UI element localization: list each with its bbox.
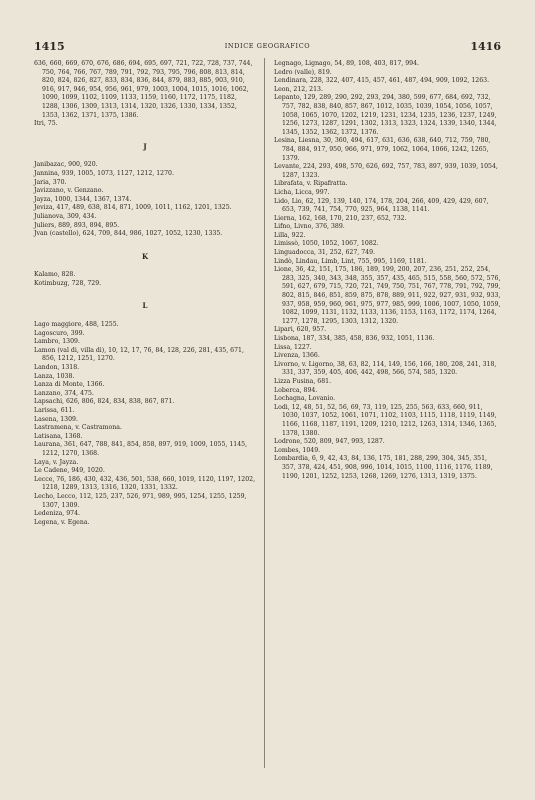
index-entry: Javizzano, v. Genzano. xyxy=(34,187,104,195)
index-entry: Legnago, Lignago, 54, 89, 108, 403, 817, 994. xyxy=(274,60,419,67)
index-entry: Lanza, 1038. xyxy=(34,372,75,380)
index-entry: Livorno, v. Ligorno, 38, 63, 82, 114, 149, 156, 166, 180, 208, 241, 318, 331, 337, 359, 405, 406, 442, 498, 566, 574, 585, 1320. xyxy=(274,360,497,377)
right-column xyxy=(274,60,502,481)
index-entry: Legena, v. Egena. xyxy=(34,518,90,526)
index-entry: Lido, Lio, 62, 129, 139, 140, 174, 178, 204, 266, 409, 429, 429, 607, 653, 739, 741, 754, 770, 925, 964, 1138, 1141. xyxy=(274,197,489,214)
index-entry: Lecce, 76, 186, 430, 432, 436, 501, 538, 660, 1019, 1120, 1197, 1202, 1218, 1289, 1313, 1316, 1320, 1331, 1332. xyxy=(34,475,256,492)
index-entry: Lamon (val di, villa di), 10, 12, 17, 76, 84, 128, 226, 281, 435, 671, 856, 1212, 1251, 1270. xyxy=(34,346,244,363)
index-entry: Juliers, 889, 893, 894, 895. xyxy=(34,221,120,229)
index-entry: Licha, Licca, 997. xyxy=(274,188,330,196)
index-entry: Lesina, Liesna, 30, 360, 494, 617, 631, 636, 638, 640, 712, 759, 780, 784, 884, 917, 950, 966, 971, 979, 1062, 1064, 1066, 1242, 1265, 1379. xyxy=(274,137,491,162)
index-entry: Limissò, 1050, 1052, 1067, 1082. xyxy=(274,240,379,248)
index-entry: Laya, v. Jayza. xyxy=(34,458,79,466)
index-entry: Livenza, 1366. xyxy=(274,352,320,360)
index-entry: Julianova, 309, 434. xyxy=(34,212,97,220)
index-entry: Kalamo, 828. xyxy=(34,271,76,279)
index-entry: Lierna, 162, 168, 170, 210, 237, 652, 732. xyxy=(274,214,407,222)
index-entry: Loberca, 894. xyxy=(274,386,318,394)
index-entry: Lapsachi, 626, 806, 824, 834, 838, 867, 871. xyxy=(34,398,175,406)
index-entry: Lodi, 12, 48, 51, 52, 56, 69, 73, 119, 125, 255, 563, 633, 660, 911, 1030, 1037, 1052, 1061, 1071, 1102, 1103, 1115, 1118, 1119, 1149, 1166, 1168, 1187, 1191, 1209, 1210, 1212, 1263, 1314, 1346, 1365, 1378, 1380. xyxy=(274,403,497,437)
index-entry: Ledeniza, 974. xyxy=(34,510,81,518)
index-entry: Lanzano, 374, 475. xyxy=(34,389,94,397)
column-divider xyxy=(264,58,265,768)
index-entry: Lizza Fusina, 681. xyxy=(274,377,332,385)
index-entry: Lecho, Lecco, 112, 125, 237, 526, 971, 989, 995, 1254, 1255, 1259, 1307, 1309. xyxy=(34,492,247,509)
index-entry: Lodrone, 520, 809, 947, 993, 1287. xyxy=(274,438,385,446)
index-entry: Larissa, 611. xyxy=(34,407,75,414)
index-entry: Itri, 75. xyxy=(34,120,58,128)
running-title: INDICE GEOGRAFICO xyxy=(224,42,311,50)
index-entry: Levante, 224, 293, 498, 570, 626, 692, 757, 783, 897, 939, 1039, 1054, 1287, 1323. xyxy=(274,163,498,179)
page-number-right: 1416 xyxy=(470,40,501,53)
index-entry: Librafata, v. Ripafratta. xyxy=(274,180,348,188)
index-entry: Lombes, 1049. xyxy=(274,446,321,454)
index-entry: Lagoscuro, 399. xyxy=(34,329,85,337)
index-entry: Jaria, 370. xyxy=(34,178,67,186)
left-column xyxy=(34,60,256,527)
index-entry: Lepanto, 129, 289, 290, 292, 293, 294, 380, 599, 677, 684, 692, 732, 757, 782, 838, 840, 857, 867, 1012, 1035, 1039, 1054, 1056, 1057, 1058, 1065, 1070, 1202, 1219, 1231, 1234, 1235, 1236, 1237, 1249, 1256, 1273, 1287, 1291, 1302, 1313, 1323, 1324, 1339, 1340, 1344, 1345, 1352, 1362, 1372, 1376. xyxy=(274,94,497,136)
section-letter: L xyxy=(142,301,148,311)
index-entry: Lochagna, Lovanio. xyxy=(274,395,336,403)
index-entry: Lione, 36, 42, 151, 175, 186, 189, 199, 200, 207, 236, 251, 252, 254, 283, 325, 340, 343, 348, 355, 357, 435, 465, 515, 558, 560, 572, 576, 591, 627, 679, 715, 720, 721, 749, 750, 751, 767, 778, 791, 792, 799, 802, 815, 846, 851, 859, 875, 878, 889, 911, 922, 927, 931, 932, 933, 937, 958, 959, 960, 961, 975, 977, 985, 999, 1006, 1007, 1050, 1059, 1082, 1099, 1131, 1132, 1133, 1136, 1153, 1163, 1172, 1174, 1264, 1277, 1278, 1295, 1303, 1312, 1320. xyxy=(274,266,501,325)
index-entry: Lombardia, 6, 9, 42, 43, 84, 136, 175, 181, 288, 299, 304, 345, 351, 357, 378, 424, 451, 908, 996, 1014, 1015, 1100, 1116, 1176, 1189, 1190, 1201, 1252, 1253, 1268, 1269, 1276, 1313, 1319, 1375. xyxy=(274,455,493,480)
index-entry: Linguadocca, 31, 252, 627, 749. xyxy=(274,249,376,257)
index-entry: Lisbona, 187, 334, 385, 458, 836, 932, 1051, 1136. xyxy=(274,335,435,342)
index-entry: Kotimbuzg, 728, 729. xyxy=(34,279,102,287)
index-entry: Lilla, 922. xyxy=(274,231,306,239)
index-entry: Lissa, 1227. xyxy=(274,343,312,351)
index-entry: Latisana, 1368. xyxy=(34,432,83,440)
index-entry: 636, 660, 669, 670, 676, 686, 694, 695, 697, 721, 722, 728, 737, 744, 750, 764, 766, 767, 789, 791, 792, 793, 795, 796, 808, 813, 814, 820, 824, 826, 827, 833, 834, 836, 844, 879, 883, 885, 903, 910, 916, 917, 946, 954, 956, 961, 979, 1003, 1004, 1015, 1016, 1062, 1090, 1099, 1102, 1109, 1133, 1159, 1160, 1172, 1175, 1182, 1288, 1306, 1309, 1313, 1314, 1320, 1326, 1330, 1334, 1352, 1353, 1362, 1371, 1375, 1386. xyxy=(34,60,253,119)
index-entry: Jannina, 939, 1005, 1073, 1127, 1212, 1270. xyxy=(34,169,174,177)
index-entry: Jvan (castello), 624, 709, 844, 986, 1027, 1052, 1230, 1335. xyxy=(34,230,223,238)
page-header xyxy=(34,40,501,56)
index-entry: Landon, 1318. xyxy=(34,364,80,372)
section-letter: K xyxy=(141,251,149,261)
index-entry: Lindò, Lindau, Limb, Lint, 755, 995, 1169, 1181. xyxy=(274,257,427,265)
index-entry: Lifno, Livno, 376, 389. xyxy=(274,223,345,231)
index-entry: Jeviza, 417, 489, 638, 814, 871, 1009, 1011, 1162, 1201, 1325. xyxy=(34,204,232,212)
index-entry: Lago maggiore, 488, 1255. xyxy=(34,321,119,329)
index-entry: Lendinara, 228, 322, 407, 415, 457, 461, 487, 494, 909, 1092, 1263. xyxy=(274,77,490,85)
index-entry: Lambro, 1309. xyxy=(34,338,80,346)
index-entry: Jayza, 1000, 1344, 1367, 1374. xyxy=(34,195,132,203)
index-entry: Lanza di Monte, 1366. xyxy=(34,381,105,389)
index-entry: Lasena, 1309. xyxy=(34,415,78,423)
section-letter: J xyxy=(143,141,147,151)
index-entry: Janibazac, 900, 920. xyxy=(34,161,98,169)
index-entry: Leon, 212, 213. xyxy=(274,85,323,93)
index-entry: Lastramena, v. Castramona. xyxy=(34,424,122,432)
index-entry: Laurana, 361, 647, 788, 841, 854, 858, 897, 919, 1009, 1055, 1145, 1212, 1270, 1368. xyxy=(34,441,248,457)
index-entry: Le Cadene, 949, 1020. xyxy=(34,467,105,475)
index-entry: Lipari, 620, 957. xyxy=(274,326,327,334)
index-entry: Ledro (valle), 819. xyxy=(274,68,332,76)
page-number-left: 1415 xyxy=(34,40,65,53)
